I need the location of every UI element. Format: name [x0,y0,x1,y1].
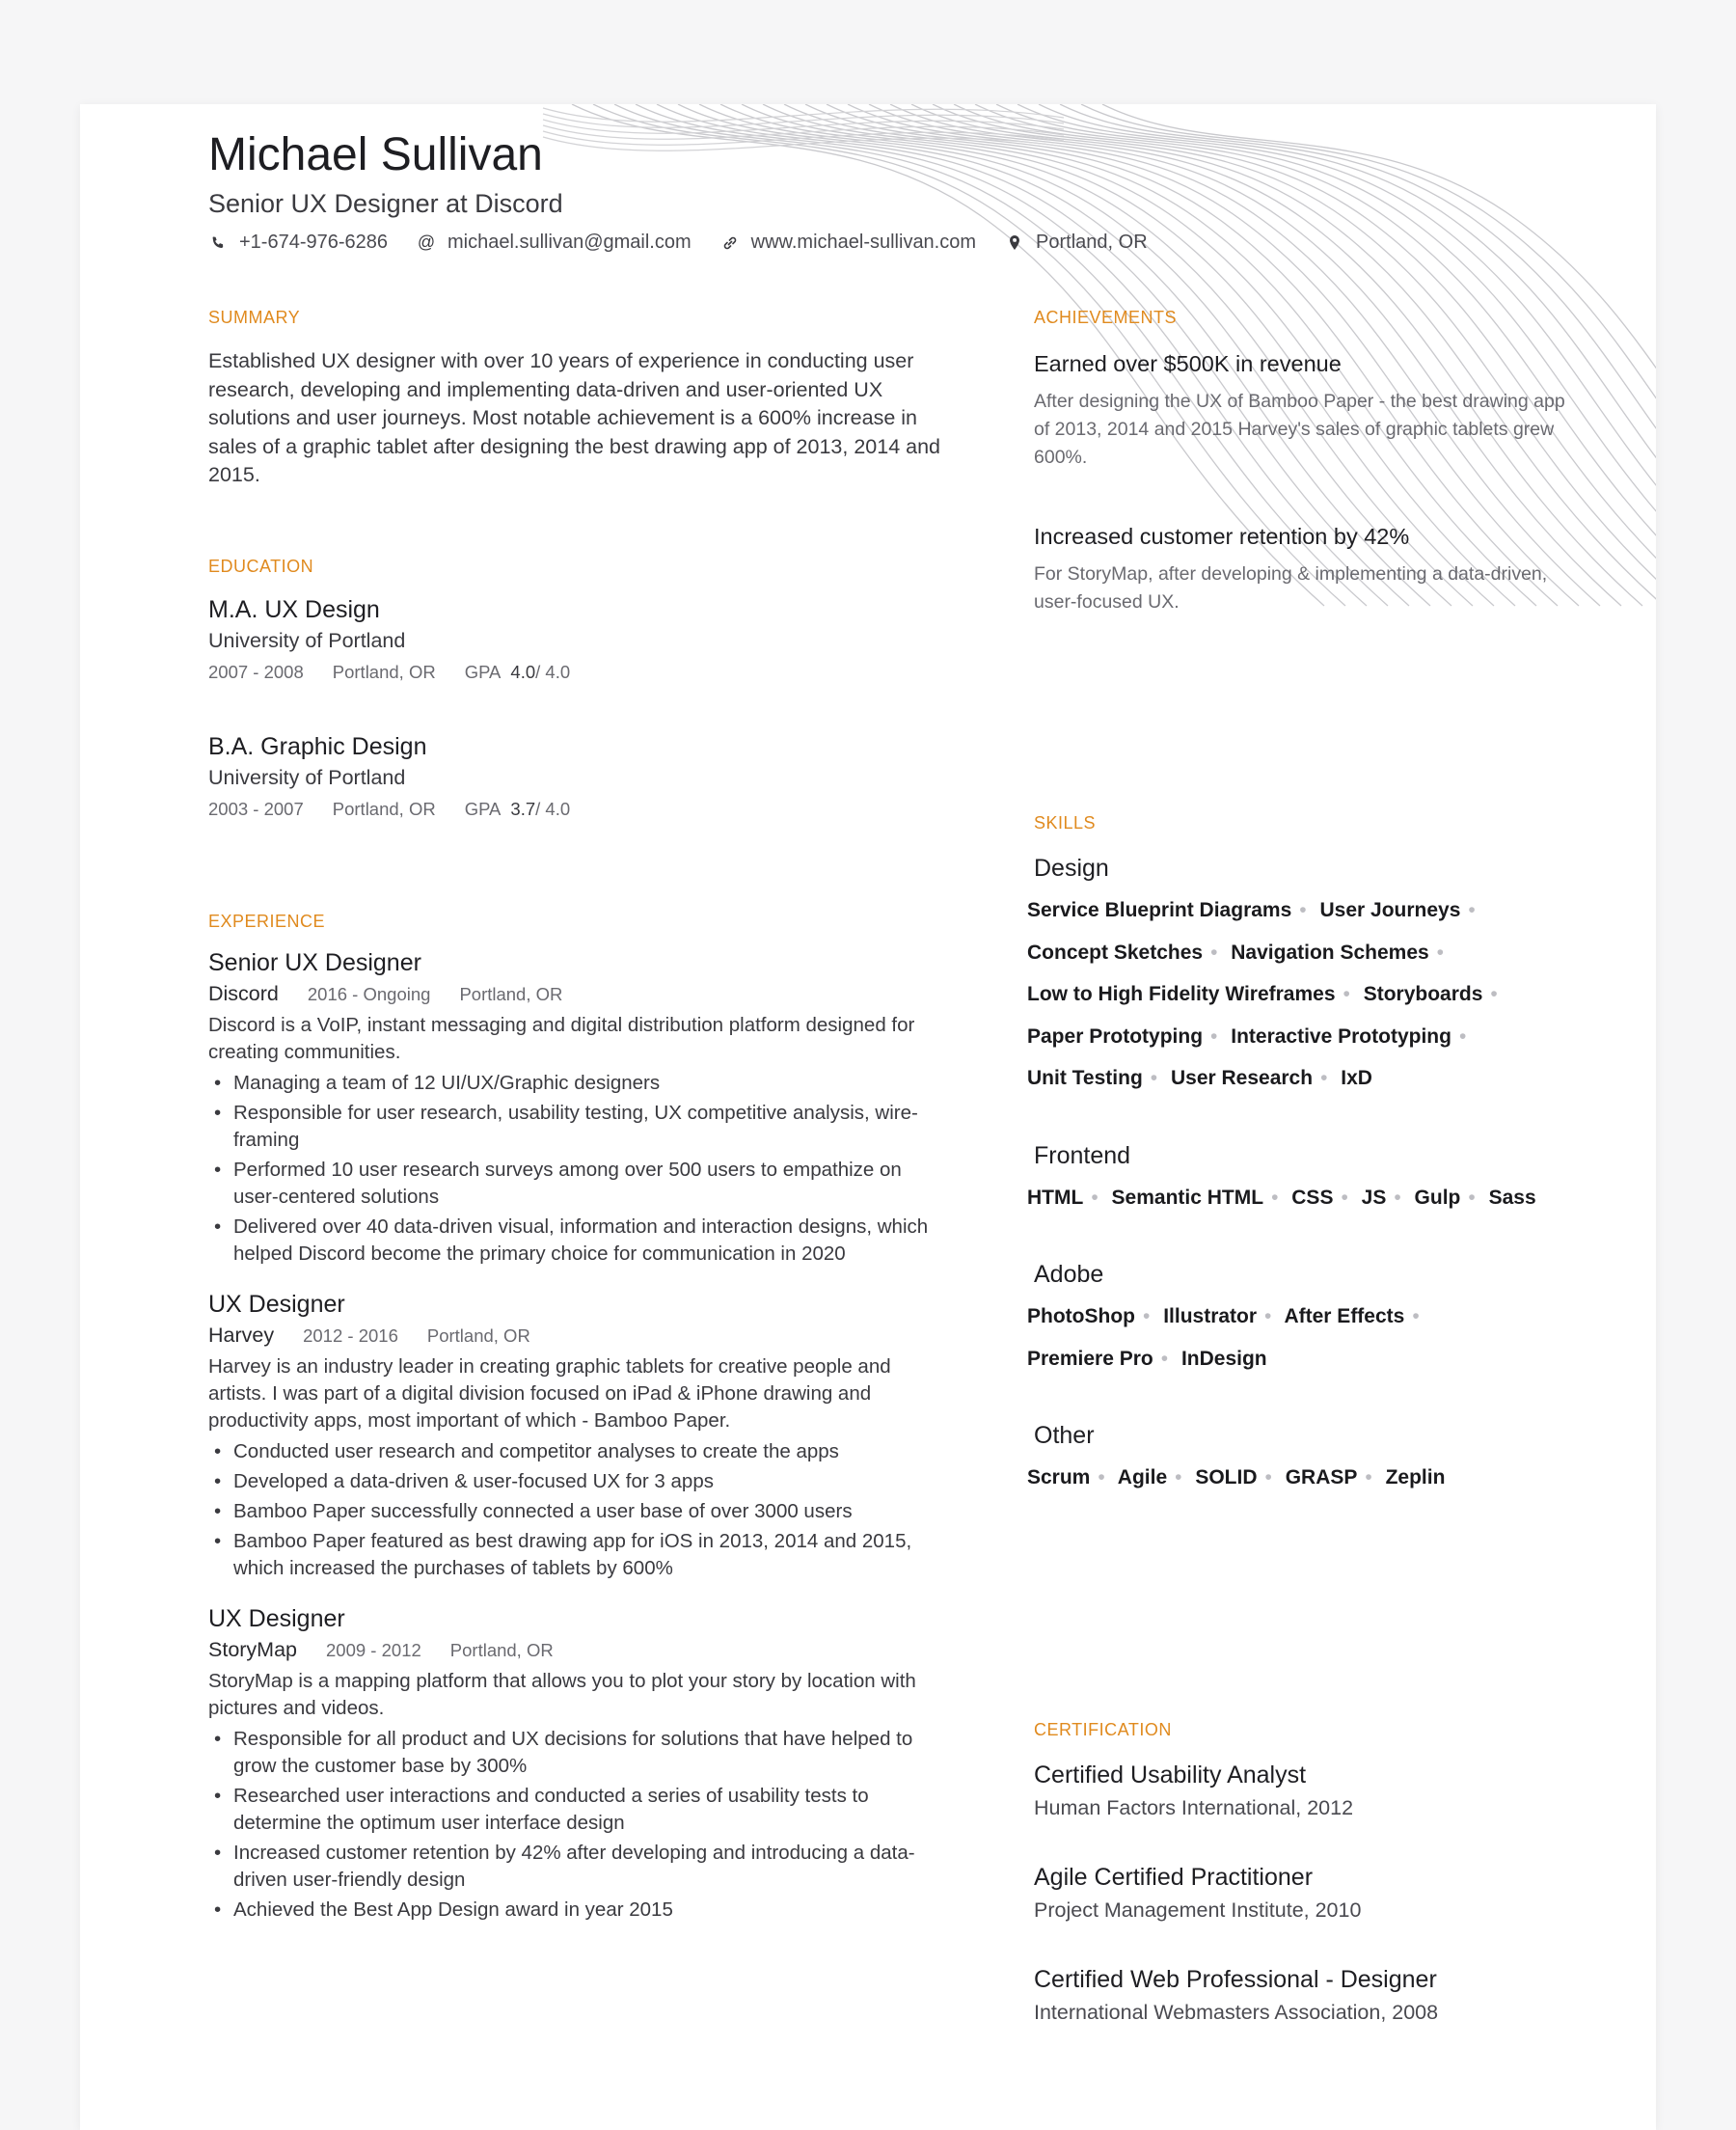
at-icon: @ [417,232,436,252]
certification-org: International Webmasters Association, 2008 [1034,2001,1439,2024]
summary-text: Established UX designer with over 10 years of experience in conducting user research, developing and implementing data-driven and user-oriented UX solutions and user journeys. Most notable achievement is a 600% increase in sales of a graphic tablet after designing the best drawing app of 2013, 2014 and 2015. [208,349,941,486]
achievements-title: ACHIEVEMENTS [1034,308,1178,327]
skill-separator: • [1150,1067,1158,1089]
phone-icon [208,233,228,253]
skill-separator: • [1210,941,1218,964]
job-title: UX Designer [208,1605,345,1632]
skill-tag: After Effects [1284,1305,1405,1327]
skill-separator: • [1343,983,1350,1005]
skill-tag: Agile [1117,1466,1168,1488]
contact-email[interactable] [417,232,692,254]
gpa-max: / 4.0 [535,799,571,819]
skill-separator: • [1264,1466,1272,1488]
skill-tag: IxD [1341,1067,1372,1089]
certification-section [1034,1719,1574,2026]
wave-line [543,108,1064,122]
certification-org: Human Factors International, 2012 [1034,1796,1354,1819]
job-bullet: • Bamboo Paper successfully connected a user base of over 3000 users [208,1498,951,1525]
experience-section [208,911,951,1924]
certification-title: CERTIFICATION [1034,1720,1172,1739]
education-item [208,594,951,683]
certification-item [1034,1760,1574,1821]
skill-separator: • [1210,1024,1218,1048]
education-title: EDUCATION [208,557,314,576]
gpa-label: GPA [464,662,502,682]
skill-separator: • [1341,1186,1348,1209]
job-bullet: • Performed 10 user research surveys among over 500 users to empathize on user-centered solutions [208,1157,951,1211]
job-location: Portland, OR [459,984,563,1004]
education-degree: B.A. Graphic Design [208,733,427,760]
skill-separator: • [1160,1347,1169,1370]
skill-tag: CSS [1291,1186,1334,1209]
skill-tag: Unit Testing [1027,1067,1143,1089]
achievement-item [1034,522,1574,616]
job-company: Harvey [208,1324,275,1347]
job-bullet: • Developed a data-driven & user-focused UX for 3 apps [208,1468,951,1495]
skill-tag: Storyboards [1363,983,1483,1005]
job-bullet: • Responsible for all product and UX decisions for solutions that have helped to grow the customer base by 300% [208,1726,951,1780]
skill-tag: User Journeys [1319,899,1461,921]
skill-group [1027,853,1574,1100]
contact-email-text: michael.sullivan@gmail.com [448,232,692,253]
contact-website-text: www.michael-sullivan.com [750,232,977,253]
skill-tag: Paper Prototyping [1027,1024,1204,1048]
certification-name: Agile Certified Practitioner [1034,1864,1314,1891]
certification-org: Project Management Institute, 2010 [1034,1898,1362,1922]
job-location: Portland, OR [426,1325,530,1346]
skill-group-title: Design [1034,855,1109,882]
job-description: Harvey is an industry leader in creating graphic tablets for creative people and artists. I was part of a digital division focused on iPad & iPhone drawing and productivity apps, most important of which - Bamboo Paper. [208,1355,891,1432]
job-title: Senior UX Designer [208,949,421,976]
wave-line [543,114,1064,127]
skill-list [1027,1457,1574,1499]
education-item [208,731,951,820]
job-bullet: • Conducted user research and competitor analyses to create the apps [208,1438,951,1465]
skill-separator: • [1468,899,1476,921]
job-meta [208,1324,951,1348]
skill-tag: Zeplin [1385,1466,1446,1488]
skill-separator: • [1299,899,1307,921]
skill-list [1027,1177,1574,1219]
skill-separator: • [1468,1186,1476,1209]
achievement-description: After designing the UX of Bamboo Paper - the best drawing app of 2013, 2014 and 2015 Harvey's sales of graphic tablets grew 600%. [1034,391,1565,468]
job-description: Discord is a VoIP, instant messaging and digital distribution platform designed for creating communities. [208,1014,915,1063]
summary-title: SUMMARY [208,308,301,327]
job-meta [208,982,951,1006]
skill-tag: Interactive Prototyping [1231,1024,1451,1048]
certification-item [1034,1862,1574,1924]
job-description: StoryMap is a mapping platform that allows you to plot your story by location with pictures and videos. [208,1670,916,1719]
skill-tag: JS [1361,1186,1387,1209]
job-company: StoryMap [208,1638,298,1661]
skill-tag: SOLID [1195,1466,1258,1488]
summary-section [208,307,951,490]
location-pin-icon [1005,233,1024,253]
achievement-item [1034,349,1574,472]
gpa-value: 3.7 [510,799,536,819]
education-school: University of Portland [208,766,406,789]
job-bullet: • Bamboo Paper featured as best drawing app for iOS in 2013, 2014 and 2015, which increased the purchases of tablets by 600% [208,1528,951,1582]
job-bullet: • Increased customer retention by 42% after developing and introducing a data-driven user-friendly design [208,1840,951,1894]
skill-list [1027,889,1574,1100]
education-location: Portland, OR [332,799,436,819]
experience-item [208,1289,951,1582]
skill-separator: • [1458,1024,1467,1048]
education-dates: 2007 - 2008 [208,662,304,682]
skill-tag: Service Blueprint Diagrams [1027,899,1292,921]
resume-page [80,104,1656,2130]
skill-tag: User Research [1170,1067,1314,1089]
achievements-section [1034,307,1574,616]
skill-tag: Semantic HTML [1111,1186,1264,1209]
job-dates: 2009 - 2012 [326,1640,421,1660]
skill-separator: • [1365,1466,1372,1488]
education-school: University of Portland [208,629,406,652]
achievement-description: For StoryMap, after developing & implementing a data-driven, user-focused UX. [1034,563,1548,613]
skill-tag: InDesign [1180,1347,1267,1370]
job-dates: 2012 - 2016 [303,1325,398,1346]
education-degree: M.A. UX Design [208,596,380,623]
job-bullets [208,1726,951,1924]
job-bullets [208,1070,951,1268]
skill-separator: • [1142,1305,1151,1327]
education-section [208,556,951,820]
job-meta [208,1638,951,1662]
gpa-label: GPA [464,799,502,819]
skill-tag: Illustrator [1163,1305,1258,1327]
certification-name: Certified Web Professional - Designer [1034,1966,1437,1993]
gpa-max: / 4.0 [535,662,571,682]
skill-tag: Scrum [1027,1466,1091,1488]
skill-group-title: Adobe [1034,1261,1104,1288]
skill-group-title: Frontend [1034,1141,1131,1169]
skill-tag: HTML [1027,1186,1084,1209]
skills-title: SKILLS [1034,813,1097,833]
contact-phone[interactable] [208,232,388,254]
skill-group [1027,1259,1574,1379]
gpa-value: 4.0 [510,662,536,682]
certification-item [1034,1964,1574,2026]
skill-separator: • [1394,1186,1401,1209]
skill-separator: • [1091,1186,1099,1209]
experience-title: EXPERIENCE [208,912,326,931]
skill-separator: • [1490,983,1498,1005]
skill-tag: Sass [1488,1186,1536,1209]
job-bullet: • Managing a team of 12 UI/UX/Graphic designers [208,1070,951,1097]
skill-separator: • [1320,1067,1328,1089]
job-company: Discord [208,982,279,1005]
skill-separator: • [1175,1466,1182,1488]
education-meta [208,662,951,683]
contact-website[interactable] [720,232,976,254]
experience-item [208,1603,951,1924]
contact-location-text: Portland, OR [1036,232,1148,253]
skill-separator: • [1264,1305,1272,1327]
skill-list [1027,1296,1574,1379]
contact-phone-text: +1-674-976-6286 [239,232,389,253]
job-bullet: • Delivered over 40 data-driven visual, information and interaction designs, which helped Discord become the primary choice for communication in 2020 [208,1214,951,1268]
skill-tag: Gulp [1414,1186,1461,1209]
job-bullet: • Researched user interactions and conducted a series of usability tests to determine the optimum user interface design [208,1783,951,1837]
education-dates: 2003 - 2007 [208,799,304,819]
skill-tag: Premiere Pro [1027,1347,1153,1370]
skill-tag: PhotoShop [1027,1305,1135,1327]
education-meta [208,799,951,820]
certification-name: Certified Usability Analyst [1034,1761,1307,1789]
skill-tag: GRASP [1285,1466,1358,1488]
skill-group-title: Other [1034,1422,1095,1449]
skill-separator: • [1098,1466,1105,1488]
resume-header [208,127,1177,254]
skills-section [1027,812,1574,1499]
job-location: Portland, OR [449,1640,554,1660]
job-bullets [208,1438,951,1582]
job-bullet: • Responsible for user research, usability testing, UX competitive analysis, wire-framing [208,1100,951,1154]
skill-separator: • [1271,1186,1279,1209]
link-icon [720,233,740,253]
education-location: Portland, OR [332,662,436,682]
achievement-title: Increased customer retention by 42% [1034,524,1410,549]
experience-item [208,947,951,1268]
contact-location [1005,232,1148,254]
job-bullet: • Achieved the Best App Design award in year 2015 [208,1897,951,1924]
contact-bar [208,232,1177,254]
person-headline: Senior UX Designer at Discord [208,189,563,218]
skill-separator: • [1412,1305,1420,1327]
person-name: Michael Sullivan [208,129,543,180]
job-dates: 2016 - Ongoing [307,984,431,1004]
achievement-title: Earned over $500K in revenue [1034,351,1342,376]
skill-tag: Navigation Schemes [1231,941,1429,964]
skill-separator: • [1436,941,1445,964]
skill-group [1027,1140,1574,1219]
skill-tag: Concept Sketches [1027,941,1204,964]
job-title: UX Designer [208,1291,345,1318]
skill-group [1027,1420,1574,1499]
skill-tag: Low to High Fidelity Wireframes [1027,983,1336,1005]
